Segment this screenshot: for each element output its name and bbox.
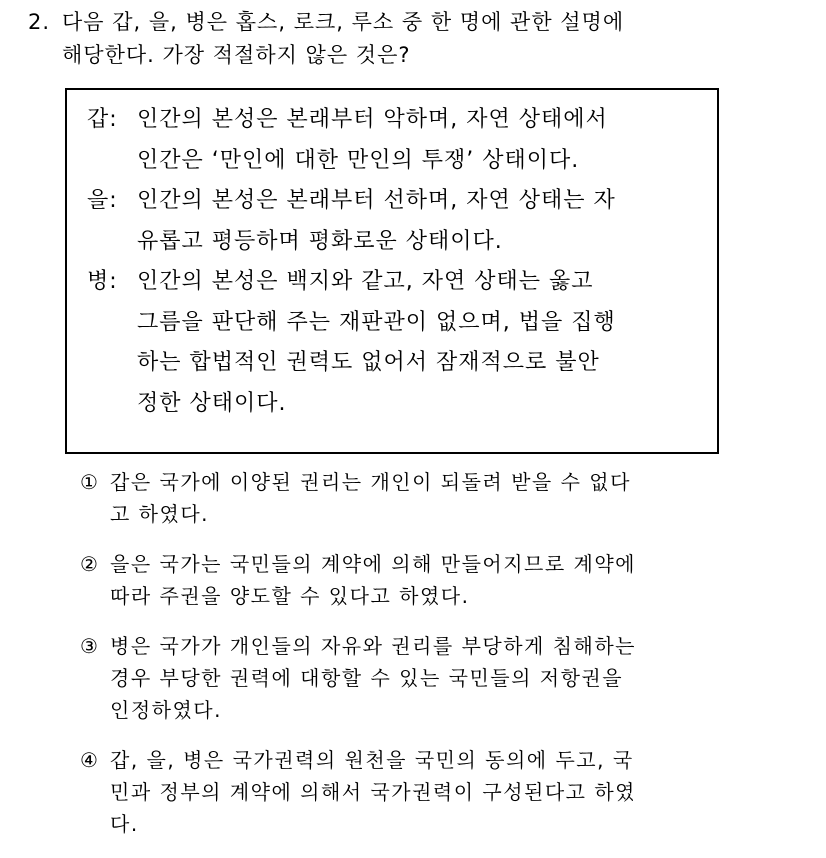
option-2[interactable]: ② 을은 국가는 국민들의 계약에 의해 만들어지므로 계약에 따라 주권을 양도할 수 있다고 하였다. <box>80 548 820 612</box>
statement-tag: 을: <box>87 188 118 213</box>
option-3[interactable]: ③ 병은 국가가 개인들의 자유와 권리를 부당하게 침해하는 경우 부당한 권력에 대항할 수 있는 국민들의 저항권을 인정하였다. <box>80 630 820 726</box>
option-marker: ② <box>80 552 100 576</box>
answer-options <box>80 466 820 858</box>
statement-box <box>65 88 719 454</box>
option-marker: ③ <box>80 634 100 658</box>
question-line: 2. 다음 갑, 을, 병은 홉스, 로크, 루소 중 한 명에 관한 설명에 <box>28 6 818 39</box>
option-1[interactable]: ① 갑은 국가에 이양된 권리는 개인이 되돌려 받을 수 없다 고 하였다. <box>80 466 820 530</box>
option-marker: ④ <box>80 748 100 772</box>
option-4[interactable]: ④ 갑, 을, 병은 국가권력의 원천을 국민의 동의에 두고, 국 민과 정부의 계약에 의해서 국가권력이 구성된다고 하였 다. <box>80 744 820 840</box>
question <box>28 6 818 72</box>
question-line: 해당한다. 가장 적절하지 않은 것은? <box>62 43 411 67</box>
question-number: 2. <box>28 10 51 34</box>
statement-byeong: 병: 인간의 본성은 백지와 같고, 자연 상태는 옳고 그름을 판단해 주는 재판관이 없으며, 법을 집행 하는 합법적인 권력도 없어서 잠재적으로 불안 정한 상태이다. <box>87 262 717 424</box>
statement-tag: 병: <box>87 269 118 294</box>
statement-gap: 갑: 인간의 본성은 본래부터 악하며, 자연 상태에서 인간은 ‘만인에 대한 만인의 투쟁’ 상태이다. <box>87 100 717 181</box>
statement-tag: 갑: <box>87 107 118 132</box>
statement-eul: 을: 인간의 본성은 본래부터 선하며, 자연 상태는 자 유롭고 평등하며 평화로운 상태이다. <box>87 181 717 262</box>
option-marker: ① <box>80 470 100 494</box>
